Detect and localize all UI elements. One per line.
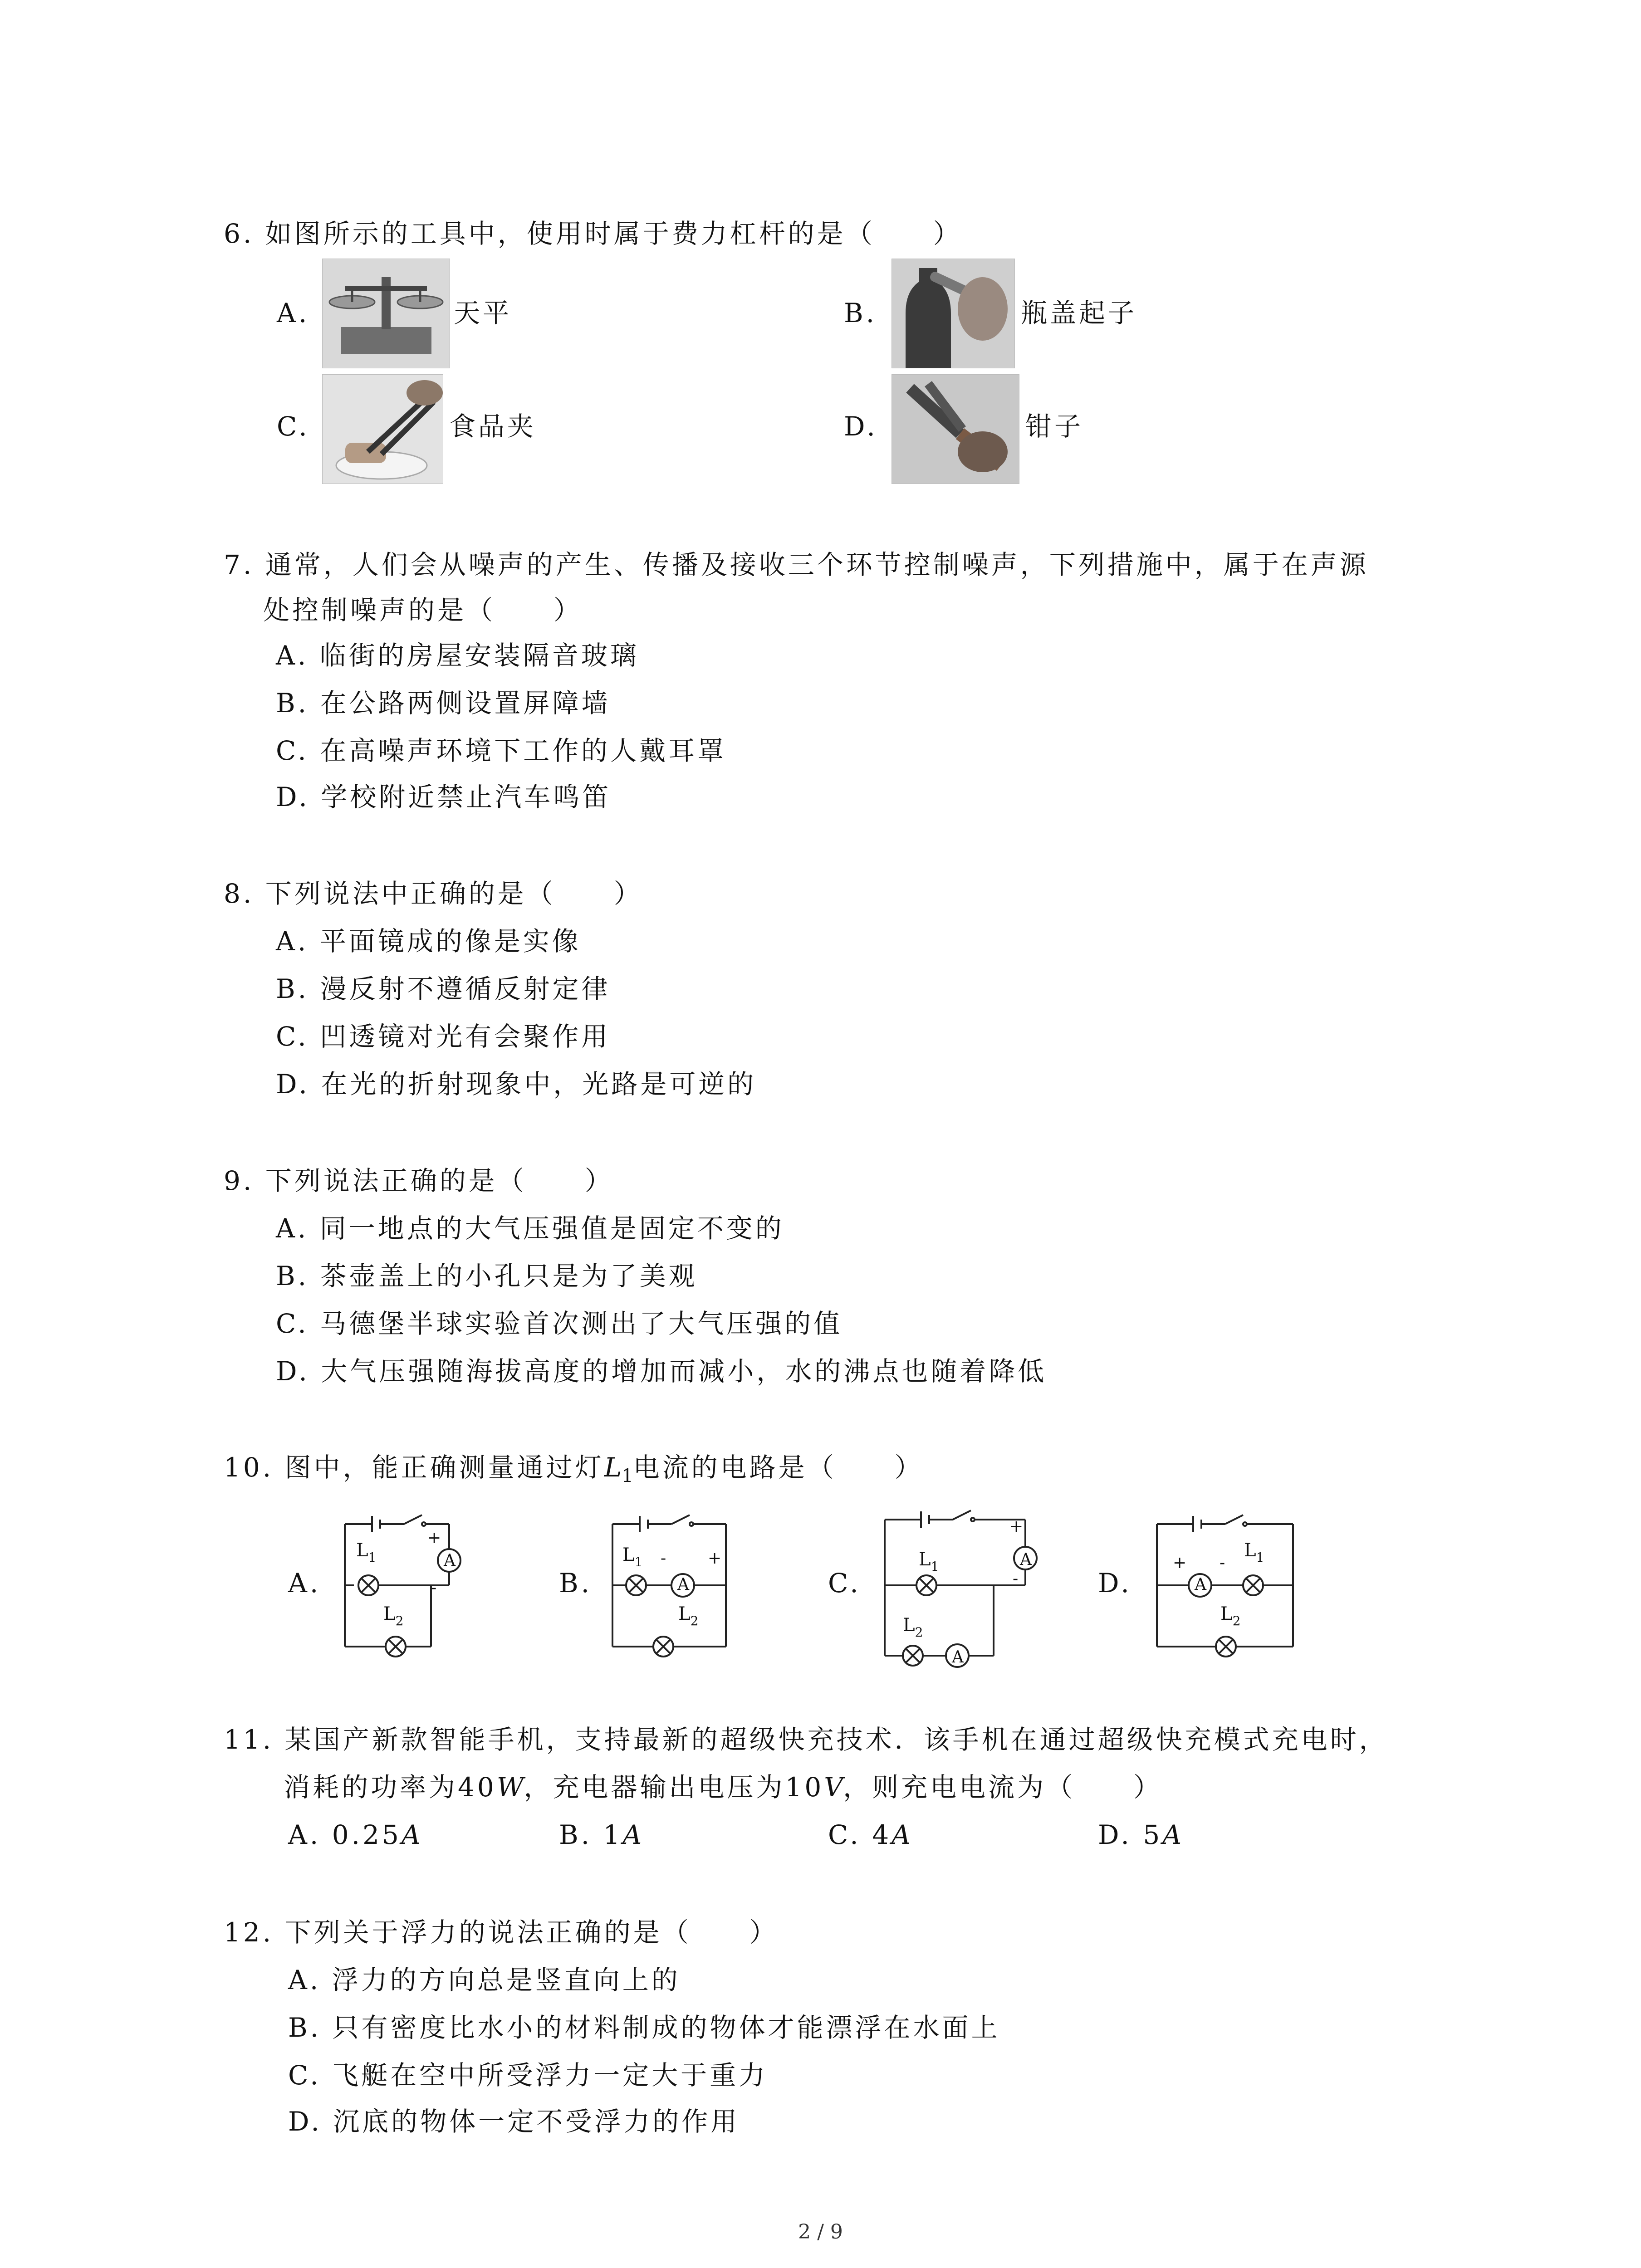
question-12-option-d: D. 沉底的物体一定不受浮力的作用 xyxy=(288,2106,740,2137)
lamp-symbol: L xyxy=(604,1452,622,1483)
circuit-b-l2-sub: 2 xyxy=(690,1613,699,1628)
option-a-unit: A xyxy=(401,1819,421,1850)
circuit-a-ammeter-label: A xyxy=(444,1551,456,1570)
food-tongs-image xyxy=(322,374,443,484)
option-a-letter: A. xyxy=(288,1819,321,1850)
question-11-option-c xyxy=(828,1819,911,1851)
bottle-opener-image xyxy=(892,259,1015,368)
circuit-c-l1-sub: 1 xyxy=(931,1559,939,1574)
option-d-letter: D. xyxy=(844,411,878,442)
circuit-diagram-a xyxy=(336,1510,481,1660)
circuit-a-l1-label: L xyxy=(356,1540,368,1561)
circuit-c-l2-label: L xyxy=(903,1615,915,1636)
option-c-value: 4 xyxy=(872,1819,892,1850)
option-b-letter: B. xyxy=(559,1819,593,1850)
circuit-option-c-letter: C. xyxy=(828,1568,861,1598)
pliers-image xyxy=(892,374,1019,484)
option-d-value: 5 xyxy=(1143,1819,1163,1850)
question-12-stem: 12. 下列关于浮力的说法正确的是（ ） xyxy=(224,1917,779,1948)
circuit-c-l1-label: L xyxy=(919,1549,931,1570)
circuit-d-l1-sub: 1 xyxy=(1256,1550,1264,1565)
question-12-option-c: C. 飞艇在空中所受浮力一定大于重力 xyxy=(288,2060,768,2091)
option-b-letter: B. xyxy=(844,298,877,328)
circuit-b-minus: - xyxy=(661,1549,666,1568)
question-11-stem-line2 xyxy=(284,1771,1162,1803)
option-b-value: 1 xyxy=(603,1819,623,1850)
question-11-option-a xyxy=(288,1819,421,1851)
question-8-stem: 8. 下列说法中正确的是（ ） xyxy=(224,878,643,909)
circuit-d-l1-label: L xyxy=(1244,1540,1256,1561)
circuit-a-l1-sub: 1 xyxy=(368,1550,377,1565)
circuit-a-minus: - xyxy=(431,1579,437,1597)
question-7-option-b: B. 在公路两侧设置屏障墙 xyxy=(276,688,611,719)
question-8-option-b: B. 漫反射不遵循反射定律 xyxy=(276,973,611,1004)
circuit-b-plus: + xyxy=(708,1549,722,1568)
option-d-text: 钳子 xyxy=(1025,411,1084,442)
question-7-stem-line2: 处控制噪声的是（ ） xyxy=(263,595,583,626)
question-10-stem xyxy=(224,1452,924,1492)
power-unit: W xyxy=(496,1772,524,1803)
question-8-option-d: D. 在光的折射现象中，光路是可逆的 xyxy=(276,1069,757,1100)
option-c-letter: C. xyxy=(277,411,310,442)
voltage-value: 10 xyxy=(785,1772,824,1803)
question-10-stem-before: 10. 图中，能正确测量通过灯 xyxy=(224,1452,604,1483)
question-6-stem: 6. 如图所示的工具中，使用时属于费力杠杆的是（ ） xyxy=(224,218,962,249)
option-c-letter: C. xyxy=(828,1819,861,1850)
balance-scale-image xyxy=(322,259,450,368)
question-10-stem-after: 电流的电路是（ ） xyxy=(633,1452,924,1483)
circuit-b-l1-sub: 1 xyxy=(634,1554,643,1569)
option-c-unit: A xyxy=(892,1819,911,1850)
option-d-letter: D. xyxy=(1098,1819,1132,1850)
lamp-subscript: 1 xyxy=(622,1466,633,1486)
circuit-b-l1-label: L xyxy=(622,1545,635,1565)
question-9-option-a: A. 同一地点的大气压强值是固定不变的 xyxy=(276,1213,784,1244)
question-11-stem-line1: 11. 某国产新款智能手机，支持最新的超级快充技术．该手机在通过超级快充模式充电时， xyxy=(224,1724,1388,1755)
question-12-option-b: B. 只有密度比水小的材料制成的物体才能漂浮在水面上 xyxy=(288,2012,1000,2043)
question-9-option-c: C. 马德堡半球实验首次测出了大气压强的值 xyxy=(276,1308,843,1339)
circuit-d-minus: - xyxy=(1220,1554,1225,1572)
question-8-option-c: C. 凹透镜对光有会聚作用 xyxy=(276,1021,611,1052)
voltage-unit: V xyxy=(824,1772,843,1803)
circuit-option-a-letter: A. xyxy=(288,1568,321,1598)
question-11-option-b xyxy=(559,1819,642,1851)
circuit-c-ammeter-2-label: A xyxy=(952,1648,964,1667)
circuit-c-ammeter-1-label: A xyxy=(1020,1550,1032,1569)
question-9-option-b: B. 茶壶盖上的小孔只是为了美观 xyxy=(276,1261,698,1291)
option-a-text: 天平 xyxy=(454,298,512,328)
question-7-stem-line1: 7. 通常，人们会从噪声的产生、传播及接收三个环节控制噪声，下列措施中，属于在声源 xyxy=(224,549,1369,580)
circuit-d-ammeter-label: A xyxy=(1195,1575,1206,1594)
question-7-option-a: A. 临街的房屋安装隔音玻璃 xyxy=(276,640,639,671)
question-11-line2-part2: ，充电器输出电压为 xyxy=(524,1772,785,1803)
circuit-d-plus: + xyxy=(1173,1554,1187,1572)
power-value: 40 xyxy=(458,1772,497,1803)
question-11-line2-part3: ，则充电电流为（ ） xyxy=(843,1772,1163,1803)
option-b-text: 瓶盖起子 xyxy=(1021,298,1137,328)
circuit-a-l2-label: L xyxy=(383,1603,396,1624)
question-7-option-c: C. 在高噪声环境下工作的人戴耳罩 xyxy=(276,735,727,766)
circuit-d-l2-label: L xyxy=(1220,1603,1233,1624)
circuit-c-plus: + xyxy=(1009,1517,1024,1536)
circuit-diagram-b xyxy=(603,1510,749,1660)
option-a-letter: A. xyxy=(277,298,310,328)
question-8-option-a: A. 平面镜成的像是实像 xyxy=(276,926,581,957)
option-b-unit: A xyxy=(622,1819,642,1850)
question-9-option-d: D. 大气压强随海拔高度的增加而减小，水的沸点也随着降低 xyxy=(276,1356,1047,1387)
circuit-b-ammeter-label: A xyxy=(677,1575,689,1594)
question-7-option-d: D. 学校附近禁止汽车鸣笛 xyxy=(276,782,612,812)
circuit-option-d-letter: D. xyxy=(1098,1568,1132,1598)
question-9-stem: 9. 下列说法正确的是（ ） xyxy=(224,1165,614,1196)
circuit-b-l2-label: L xyxy=(678,1603,691,1624)
circuit-c-minus: - xyxy=(1013,1569,1019,1588)
circuit-c-l2-sub: 2 xyxy=(915,1625,923,1640)
question-12-option-a: A. 浮力的方向总是竖直向上的 xyxy=(288,1965,681,1995)
option-a-value: 0.25 xyxy=(332,1819,402,1850)
option-d-unit: A xyxy=(1162,1819,1182,1850)
circuit-a-l2-sub: 2 xyxy=(395,1613,404,1628)
question-11-line2-part1: 消耗的功率为 xyxy=(284,1772,458,1803)
question-11-option-d xyxy=(1098,1819,1181,1851)
circuit-a-plus: + xyxy=(427,1529,441,1547)
circuit-diagram-d xyxy=(1148,1510,1302,1660)
page-number: 2 / 9 xyxy=(798,2220,843,2244)
circuit-option-b-letter: B. xyxy=(559,1568,593,1598)
option-c-text: 食品夹 xyxy=(449,411,537,442)
circuit-d-l2-sub: 2 xyxy=(1232,1613,1241,1628)
